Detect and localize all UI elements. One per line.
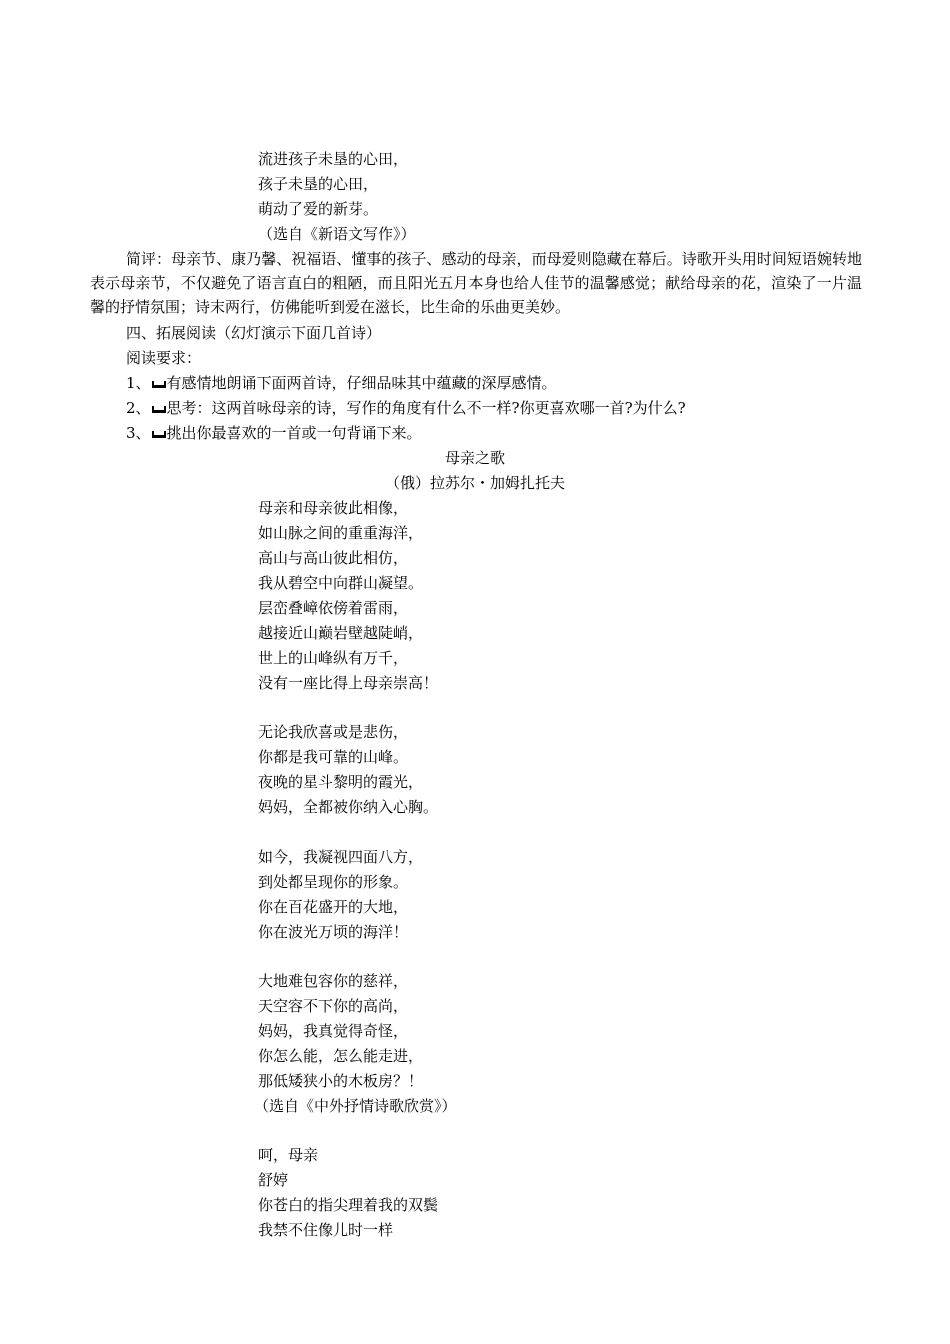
requirement-item [126, 421, 422, 445]
poem2-line: 层峦叠嶂依傍着雷雨， [258, 599, 409, 617]
poem2-line: 妈妈，全都被你纳入心胸。 [258, 798, 439, 816]
poem1-line: 孩子未垦的心田， [258, 175, 379, 193]
comment-paragraph [90, 247, 862, 319]
requirement-number: 2、 [126, 399, 151, 417]
section-heading: 四、拓展阅读（幻灯演示下面几首诗） [126, 324, 382, 342]
poem2-line: 世上的山峰纵有万千， [258, 649, 409, 667]
requirement-item [126, 371, 557, 395]
requirement-number: 3、 [126, 424, 151, 442]
poem2-line: 母亲和母亲彼此相像， [258, 499, 409, 517]
underscore-mark-icon [152, 428, 166, 439]
poem2-line: 没有一座比得上母亲崇高！ [258, 674, 439, 692]
requirement-text: 挑出你最喜欢的一首或一句背诵下来。 [166, 424, 422, 442]
poem3-title: 呵，母亲 [258, 1146, 319, 1164]
poem2-line: 越接近山巅岩壁越陡峭， [258, 624, 424, 642]
poem2-line: 你都是我可靠的山峰。 [258, 748, 409, 766]
poem2-line: 你在波光万顷的海洋！ [258, 923, 409, 941]
poem2-line: 那低矮狭小的木板房？！ [258, 1072, 424, 1090]
requirement-item [126, 396, 686, 420]
poem2-line: 无论我欣喜或是悲伤， [258, 723, 409, 741]
requirements-label: 阅读要求： [126, 349, 202, 367]
underscore-mark-icon [152, 378, 166, 389]
poem2-author: （俄）拉苏尔・加姆扎托夫 [384, 474, 565, 492]
poem2-source: （选自《中外抒情诗歌欣赏》） [254, 1097, 457, 1115]
poem3-line: 你苍白的指尖理着我的双鬓 [258, 1196, 439, 1214]
poem1-line: 萌动了爱的新芽。 [258, 200, 379, 218]
requirement-number: 1、 [126, 374, 151, 392]
poem2-line: 夜晚的星斗黎明的霞光， [258, 773, 424, 791]
comment-text: 简评：母亲节、康乃馨、祝福语、懂事的孩子、感动的母亲，而母爱则隐藏在幕后。诗歌开头用时间短语婉转地表示母亲节，不仅避免了语言直白的粗陋，而且阳光五月本身也给人佳节的温馨感觉；献给母亲的花，渲染了一片温馨的抒情氛围；诗末两行，仿佛能听到爱在滋长，比生命的乐曲更美妙。 [90, 250, 862, 316]
poem3-line: 我禁不住像儿时一样 [258, 1221, 394, 1239]
requirement-text: 有感情地朗诵下面两首诗，仔细品味其中蕴藏的深厚感情。 [166, 374, 557, 392]
poem1-line: 流进孩子未垦的心田， [258, 150, 409, 168]
poem2-line: 到处都呈现你的形象。 [258, 873, 409, 891]
underscore-mark-icon [152, 403, 166, 414]
poem2-line: 你在百花盛开的大地， [258, 898, 409, 916]
poem2-line: 如山脉之间的重重海洋， [258, 524, 424, 542]
poem2-line: 如今，我凝视四面八方， [258, 848, 424, 866]
poem2-line: 我从碧空中向群山凝望。 [258, 574, 424, 592]
requirement-text: 思考：这两首咏母亲的诗，写作的角度有什么不一样?你更喜欢哪一首?为什么? [166, 399, 686, 417]
poem2-line: 大地难包容你的慈祥， [258, 972, 409, 990]
poem2-line: 妈妈，我真觉得奇怪， [258, 1022, 409, 1040]
poem2-line: 你怎么能，怎么能走进， [258, 1047, 424, 1065]
poem1-source: （选自《新语文写作》） [258, 225, 416, 243]
poem2-line: 天空容不下你的高尚， [258, 997, 409, 1015]
poem2-title: 母亲之歌 [444, 449, 505, 467]
poem2-line: 高山与高山彼此相仿， [258, 549, 409, 567]
poem3-author: 舒婷 [258, 1171, 289, 1189]
